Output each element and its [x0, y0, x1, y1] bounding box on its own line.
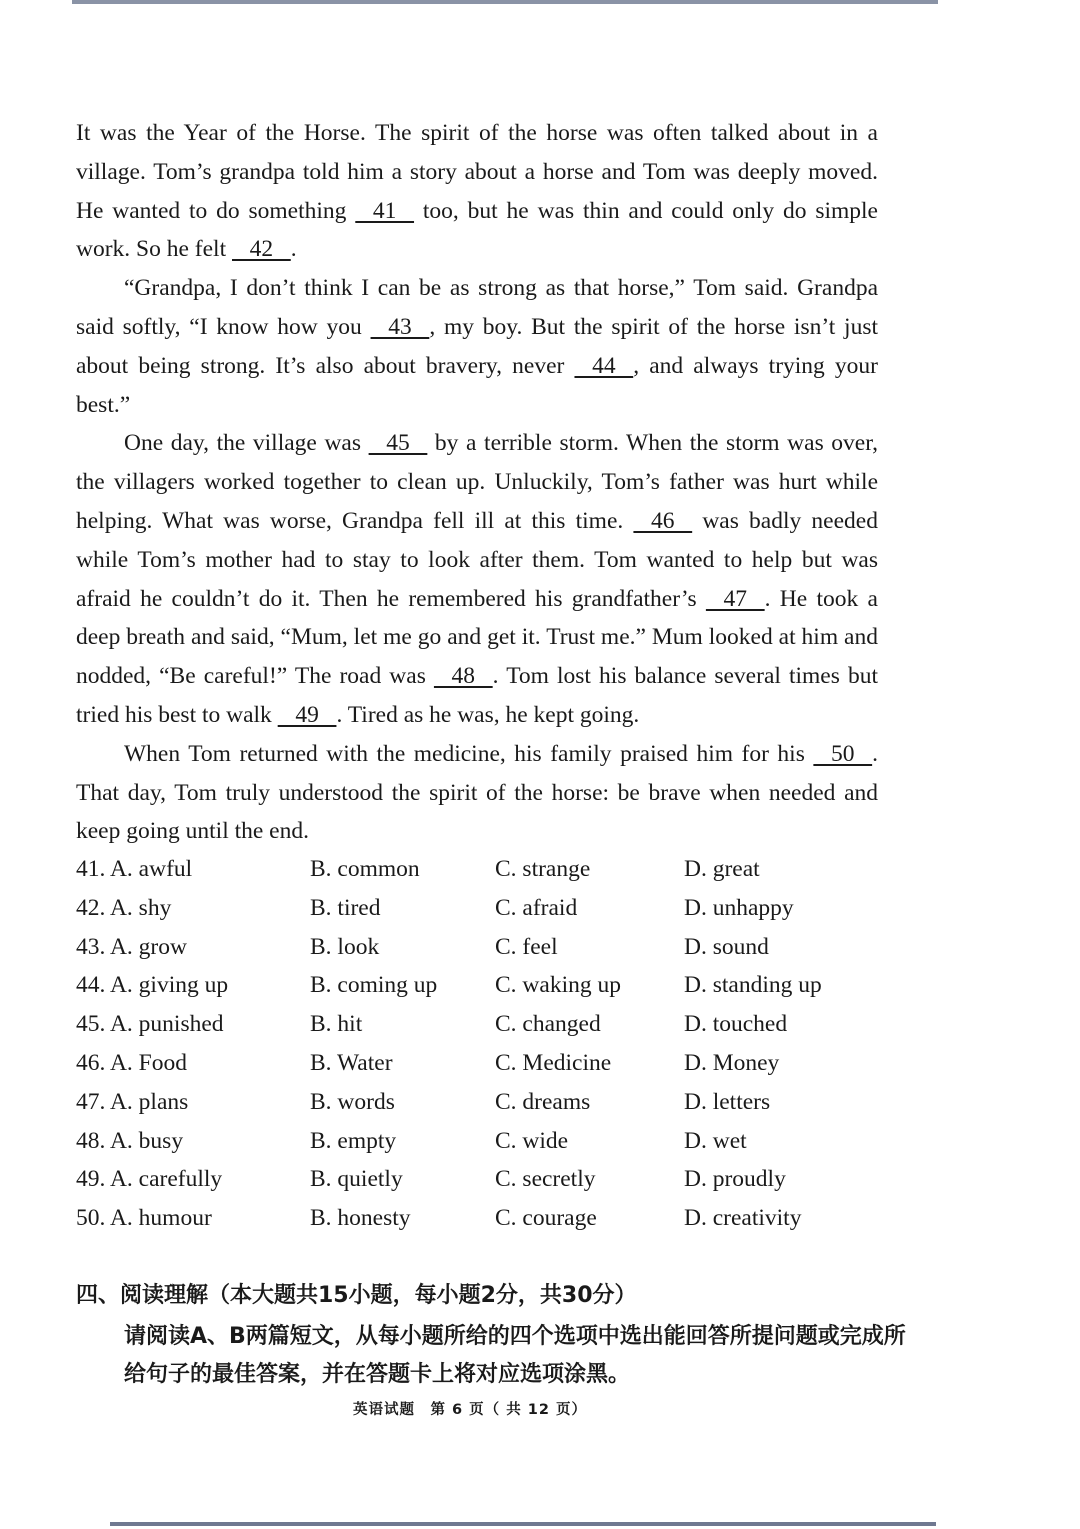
option-b: B. Water [310, 1049, 393, 1076]
blank-42: 42 [232, 236, 291, 263]
option-a: 45. A. punished [76, 1011, 224, 1038]
paragraph-2: “Grandpa, I don’t think I can be as strong as that horse,” Tom said. Grandpa said softly, “I know how you 43 , my boy. But the spirit of the horse isn’t just about being strong. It’s also about bravery, never 44 , and always trying your best.” [76, 275, 879, 418]
blank-49: 49 [277, 701, 337, 728]
option-a: 46. A. Food [76, 1049, 187, 1076]
option-b: B. common [310, 856, 420, 882]
option-b: B. honesty [310, 1205, 411, 1232]
option-c: C. dreams [495, 1088, 591, 1115]
blank-44: 44 [574, 352, 634, 379]
blank-50: 50 [813, 740, 873, 767]
section-title: 四、阅读理解（本大题共15小题，每小题2分，共30分） [76, 1283, 637, 1308]
option-b: B. hit [310, 1011, 363, 1038]
option-b: B. empty [310, 1127, 397, 1154]
blank-41: 41 [355, 197, 415, 224]
option-c: C. Medicine [495, 1049, 612, 1076]
paragraph-4: When Tom returned with the medicine, his family praised him for his 50 . That day, Tom truly understood the spirit of the horse: be brave when needed and keep going until the end. [76, 735, 878, 851]
option-row-50 [76, 1199, 976, 1238]
option-row-46 [76, 1044, 976, 1083]
blank-43: 43 [370, 313, 430, 340]
option-row-42 [76, 889, 976, 928]
option-d: D. letters [684, 1088, 771, 1115]
option-a: 42. A. shy [76, 894, 172, 921]
option-c: C. afraid [495, 894, 578, 921]
option-c: C. secretly [495, 1166, 596, 1193]
option-b: B. coming up [310, 972, 438, 999]
cloze-passage [76, 114, 878, 851]
option-row-43 [76, 928, 976, 967]
option-b: B. look [310, 933, 380, 960]
option-c: C. changed [495, 1011, 601, 1038]
option-b: B. tired [310, 894, 381, 921]
option-d: D. sound [684, 933, 769, 960]
option-a: 43. A. grow [76, 933, 187, 960]
option-c: C. wide [495, 1127, 569, 1154]
blank-45: 45 [368, 430, 428, 457]
option-d: D. wet [684, 1127, 747, 1154]
option-row-44 [76, 966, 976, 1005]
option-row-41 [76, 850, 976, 889]
option-d: D. touched [684, 1011, 788, 1038]
option-a: 49. A. carefully [76, 1166, 223, 1193]
option-a: 41. A. awful [76, 856, 193, 882]
answer-options [76, 850, 976, 1238]
option-a: 50. A. humour [76, 1205, 212, 1232]
bottom-scan-edge [110, 1522, 936, 1526]
option-d: D. standing up [684, 972, 822, 999]
option-c: C. feel [495, 933, 558, 960]
option-a: 48. A. busy [76, 1127, 184, 1154]
top-scan-edge [72, 0, 938, 4]
option-c: C. courage [495, 1205, 597, 1232]
option-d: D. Money [684, 1049, 780, 1076]
paragraph-3: One day, the village was 45 by a terrible storm. When the storm was over, the villagers worked together to clean up. Unluckily, Tom’s father was hurt while helping. What was worse, Grandpa fell ill at this time. 46 was badly needed while Tom’s mother had to stay to look after them. Tom wanted to help but was afraid he couldn’t do it. Then he remembered his grandfather’s 47 . He took a deep breath and said, “Mum, let me go and get it. Trust me.” Mum looked at him and nodded, “Be careful!” The road was 48 . Tom lost his balance several times but tried his best to walk 49 . Tired as he was, he kept going. [76, 424, 878, 734]
blank-48: 48 [433, 663, 493, 690]
blank-47: 47 [705, 585, 765, 612]
page-footer: 英语试题 第 6 页（ 共 12 页） [352, 1402, 587, 1418]
option-a: 44. A. giving up [76, 972, 229, 999]
option-d: D. unhappy [684, 894, 794, 921]
option-d: D. creativity [684, 1205, 802, 1232]
section-instruction: 请阅读A、B两篇短文，从每小题所给的四个选项中选出能回答所提问题或完成所给句子的最佳答案，并在答题卡上将对应选项涂黑。 [124, 1324, 906, 1387]
paragraph-1: It was the Year of the Horse. The spirit of the horse was often talked about in a village. Tom’s grandpa told him a story about a horse and Tom was deeply moved. He wanted to do something 41 too, but he was thin and could only do simple work. So he felt 42 . [76, 114, 878, 269]
option-row-45 [76, 1005, 976, 1044]
option-c: C. strange [495, 856, 591, 882]
option-row-49 [76, 1160, 976, 1199]
reading-section [76, 1278, 906, 1394]
blank-46: 46 [633, 507, 693, 534]
option-d: D. great [684, 856, 760, 882]
option-b: B. quietly [310, 1166, 403, 1193]
option-a: 47. A. plans [76, 1088, 189, 1115]
option-b: B. words [310, 1088, 395, 1115]
option-row-47 [76, 1083, 976, 1122]
option-c: C. waking up [495, 972, 621, 999]
option-d: D. proudly [684, 1166, 786, 1193]
option-row-48 [76, 1122, 976, 1161]
